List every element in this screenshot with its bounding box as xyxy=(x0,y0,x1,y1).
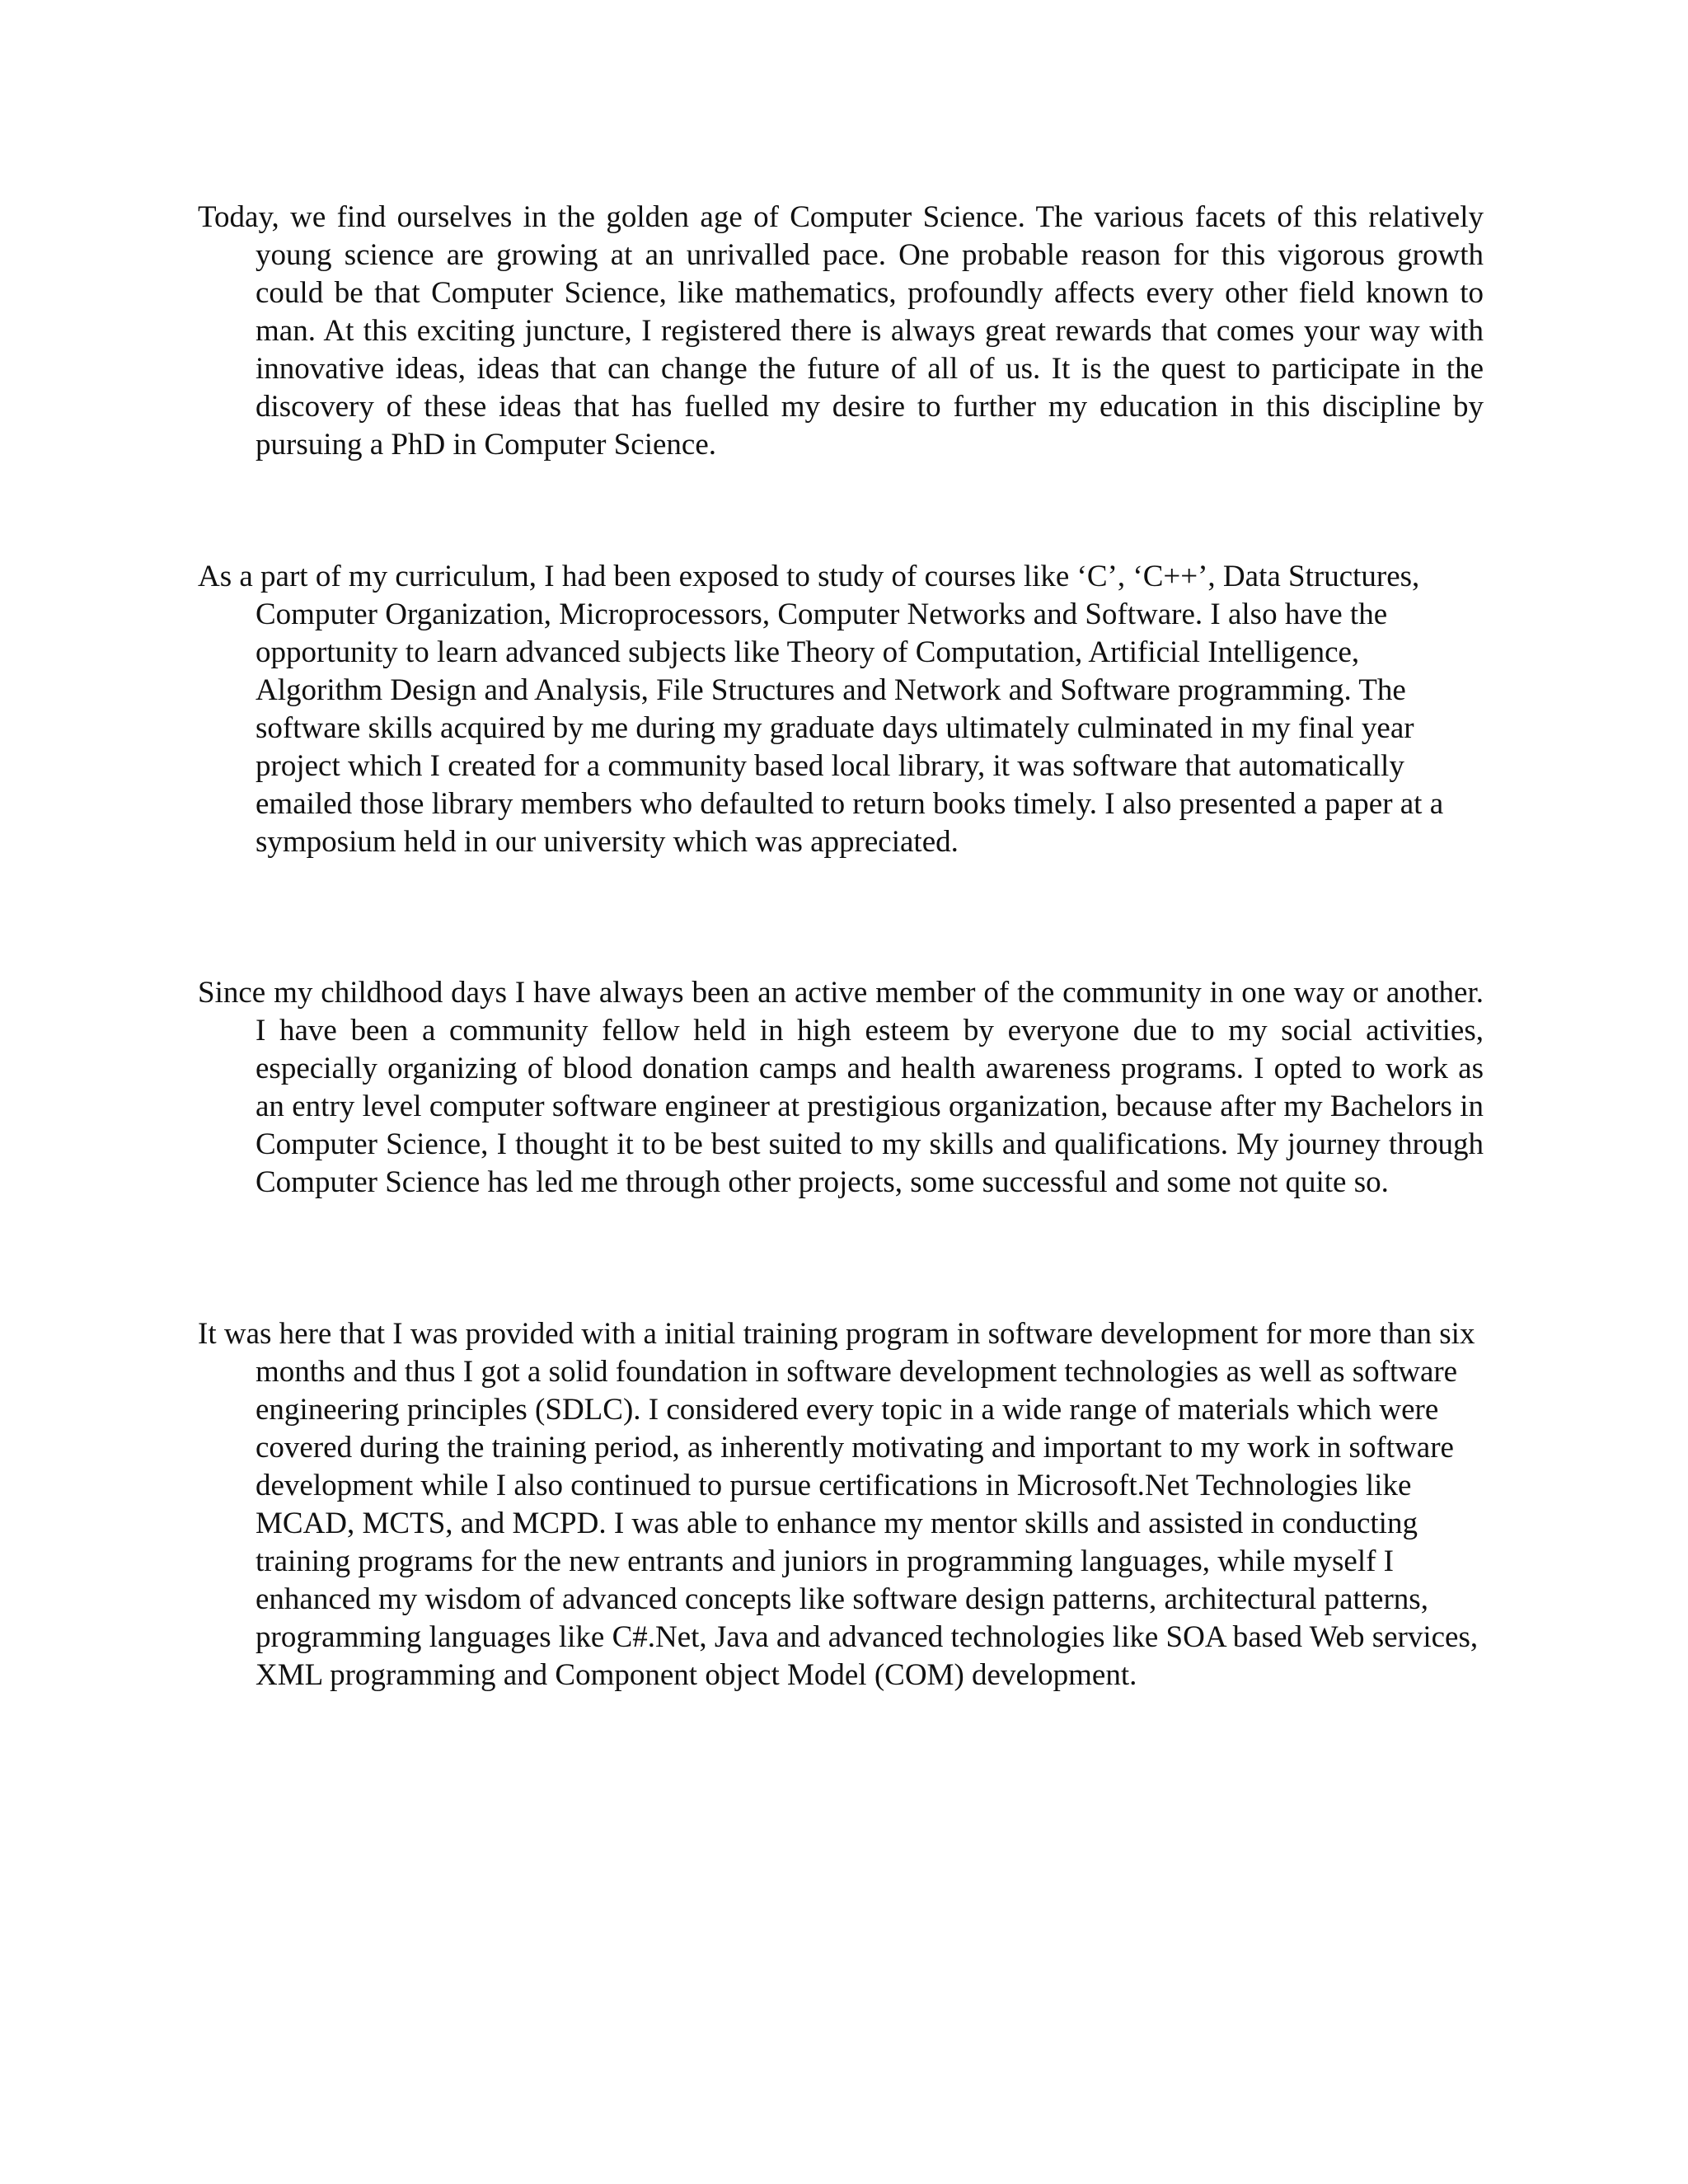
paragraph-golden-age: Today, we find ourselves in the golden age of Computer Science. The various facets of this relatively young science are growing at an unrivalled pace. One probable reason for this vigorous growth could be that Computer Science, like mathematics, profoundly affects every other field known to man. At this exciting juncture, I registered there is always great rewards that comes your way with innovative ideas, ideas that can change the future of all of us. It is the quest to participate in the discovery of these ideas that has fuelled my desire to further my education in this discipline by pursuing a PhD in Computer Science. xyxy=(198,200,1484,462)
paragraph-community: Since my childhood days I have always been an active member of the community in one way or another. I have been a community fellow held in high esteem by everyone due to my social activities, especially organizing of blood donation camps and health awareness programs. I opted to work as an entry level computer software engineer at prestigious organization, because after my Bachelors in Computer Science, I thought it to be best suited to my skills and qualifications. My journey through Computer Science has led me through other projects, some successful and some not quite so. xyxy=(198,976,1484,1199)
paragraph-training: It was here that I was provided with a initial training program in software development for more than six months and thus I got a solid foundation in software development technologies as well as software engineering principles (SDLC). I considered every topic in a wide range of materials which were covered during the training period, as inherently motivating and important to my work in software development while I also continued to pursue certifications in Microsoft.Net Technologies like MCAD, MCTS, and MCPD. I was able to enhance my mentor skills and assisted in conducting training programs for the new entrants and juniors in programming languages, while myself I enhanced my wisdom of advanced concepts like software design patterns, architectural patterns, programming languages like C#.Net, Java and advanced technologies like SOA based Web services, XML programming and Component object Model (COM) development. xyxy=(198,1317,1479,1692)
paragraph-curriculum: As a part of my curriculum, I had been exposed to study of courses like ‘C’, ‘C++’, Data Structures, Computer Organization, Microprocessors, Computer Networks and Software. I also have the opportunity to learn advanced subjects like Theory of Computation, Artificial Intelligence, Algorithm Design and Analysis, File Structures and Network and Software programming. The software skills acquired by me during my graduate days ultimately culminated in my final year project which I created for a community based local library, it was software that automatically emailed those library members who defaulted to return books timely. I also presented a paper at a symposium held in our university which was appreciated. xyxy=(198,560,1444,859)
